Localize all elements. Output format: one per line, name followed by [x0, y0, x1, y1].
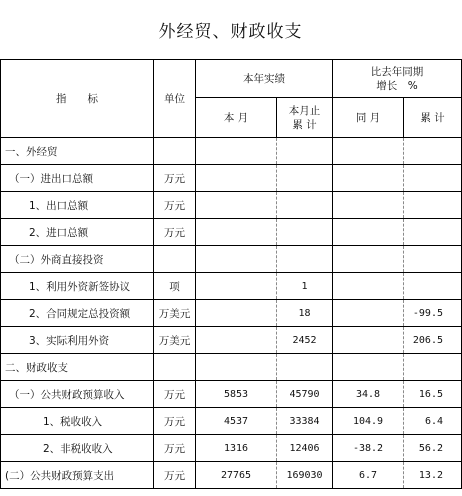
yoy-group-header	[333, 60, 462, 98]
indicator-cell: （二）外商直接投资	[1, 246, 154, 273]
this-month-cell	[196, 138, 277, 165]
ytd-cell	[277, 192, 333, 219]
indicator-cell: 1、税收收入	[1, 408, 154, 435]
cumulative-cell: 206.5	[404, 327, 462, 354]
unit-cell: 万元	[154, 381, 196, 408]
indicator-cell: 1、出口总额	[1, 192, 154, 219]
table-row	[1, 327, 462, 354]
this-month-cell: 4537	[196, 408, 277, 435]
table-row	[1, 246, 462, 273]
this-month-cell	[196, 327, 277, 354]
table-row	[1, 354, 462, 381]
cumulative-cell	[404, 219, 462, 246]
yoy-group-line1: 比去年同期	[370, 65, 424, 78]
this-year-group-header: 本年实绩	[196, 60, 333, 98]
same-month-cell	[333, 327, 404, 354]
same-month-header: 同 月	[333, 98, 404, 138]
ytd-cell: 45790	[277, 381, 333, 408]
indicator-cell: （一）进出口总额	[1, 165, 154, 192]
table-row	[1, 219, 462, 246]
this-month-header: 本 月	[196, 98, 277, 138]
cumulative-cell	[404, 273, 462, 300]
unit-cell: 万元	[154, 462, 196, 489]
ytd-cell: 12406	[277, 435, 333, 462]
same-month-cell	[333, 354, 404, 381]
table-row	[1, 165, 462, 192]
ytd-cell	[277, 354, 333, 381]
this-month-cell	[196, 192, 277, 219]
this-month-cell: 1316	[196, 435, 277, 462]
unit-cell: 万元	[154, 165, 196, 192]
indicator-cell: 3、实际利用外资	[1, 327, 154, 354]
cumulative-cell	[404, 192, 462, 219]
cumulative-cell: 6.4	[404, 408, 462, 435]
unit-cell: 万美元	[154, 327, 196, 354]
unit-cell	[154, 354, 196, 381]
header-row-top	[1, 60, 462, 98]
unit-cell: 万元	[154, 408, 196, 435]
indicator-cell: 二、财政收支	[1, 354, 154, 381]
table-row	[1, 273, 462, 300]
indicator-cell: 2、进口总额	[1, 219, 154, 246]
ytd-header	[277, 98, 333, 138]
ytd-cell	[277, 165, 333, 192]
unit-header: 单位	[154, 60, 196, 138]
same-month-cell	[333, 300, 404, 327]
same-month-cell	[333, 165, 404, 192]
this-month-cell	[196, 354, 277, 381]
this-month-cell	[196, 300, 277, 327]
same-month-cell	[333, 246, 404, 273]
table-row	[1, 138, 462, 165]
ytd-header-line1: 本月止	[288, 104, 321, 117]
ytd-cell: 169030	[277, 462, 333, 489]
unit-cell: 万元	[154, 435, 196, 462]
same-month-cell: 6.7	[333, 462, 404, 489]
cumulative-header: 累 计	[404, 98, 462, 138]
table-row	[1, 381, 462, 408]
cumulative-cell: -99.5	[404, 300, 462, 327]
unit-cell	[154, 138, 196, 165]
this-month-cell	[196, 219, 277, 246]
ytd-cell: 1	[277, 273, 333, 300]
ytd-cell: 33384	[277, 408, 333, 435]
ytd-cell	[277, 246, 333, 273]
cumulative-cell: 13.2	[404, 462, 462, 489]
ytd-cell: 18	[277, 300, 333, 327]
page-title: 外经贸、财政收支	[0, 0, 461, 60]
cumulative-cell	[404, 165, 462, 192]
ytd-cell	[277, 138, 333, 165]
same-month-cell	[333, 219, 404, 246]
this-month-cell: 27765	[196, 462, 277, 489]
same-month-cell: -38.2	[333, 435, 404, 462]
yoy-group-line2: 增长 %	[376, 79, 418, 92]
same-month-cell: 104.9	[333, 408, 404, 435]
unit-cell: 万元	[154, 219, 196, 246]
cumulative-cell: 56.2	[404, 435, 462, 462]
unit-cell	[154, 246, 196, 273]
ytd-header-line2: 累 计	[292, 118, 317, 131]
same-month-cell: 34.8	[333, 381, 404, 408]
unit-cell: 万美元	[154, 300, 196, 327]
table-body	[1, 138, 462, 489]
this-month-cell	[196, 246, 277, 273]
indicator-header: 指 标	[1, 60, 154, 138]
indicator-cell: 一、外经贸	[1, 138, 154, 165]
cumulative-cell: 16.5	[404, 381, 462, 408]
table-row	[1, 408, 462, 435]
indicator-cell: 1、利用外资新签协议	[1, 273, 154, 300]
this-month-cell	[196, 273, 277, 300]
indicator-cell: 2、合同规定总投资额	[1, 300, 154, 327]
indicator-cell: 2、非税收收入	[1, 435, 154, 462]
table-row	[1, 192, 462, 219]
same-month-cell	[333, 138, 404, 165]
same-month-cell	[333, 192, 404, 219]
ytd-cell	[277, 219, 333, 246]
indicator-cell: (二）公共财政预算支出	[1, 462, 154, 489]
unit-cell: 万元	[154, 192, 196, 219]
cumulative-cell	[404, 138, 462, 165]
cumulative-cell	[404, 246, 462, 273]
indicator-cell: （一）公共财政预算收入	[1, 381, 154, 408]
same-month-cell	[333, 273, 404, 300]
this-month-cell: 5853	[196, 381, 277, 408]
data-table	[0, 59, 462, 489]
cumulative-cell	[404, 354, 462, 381]
table-row	[1, 300, 462, 327]
this-month-cell	[196, 165, 277, 192]
table-row	[1, 462, 462, 489]
ytd-cell: 2452	[277, 327, 333, 354]
unit-cell: 项	[154, 273, 196, 300]
table-row	[1, 435, 462, 462]
